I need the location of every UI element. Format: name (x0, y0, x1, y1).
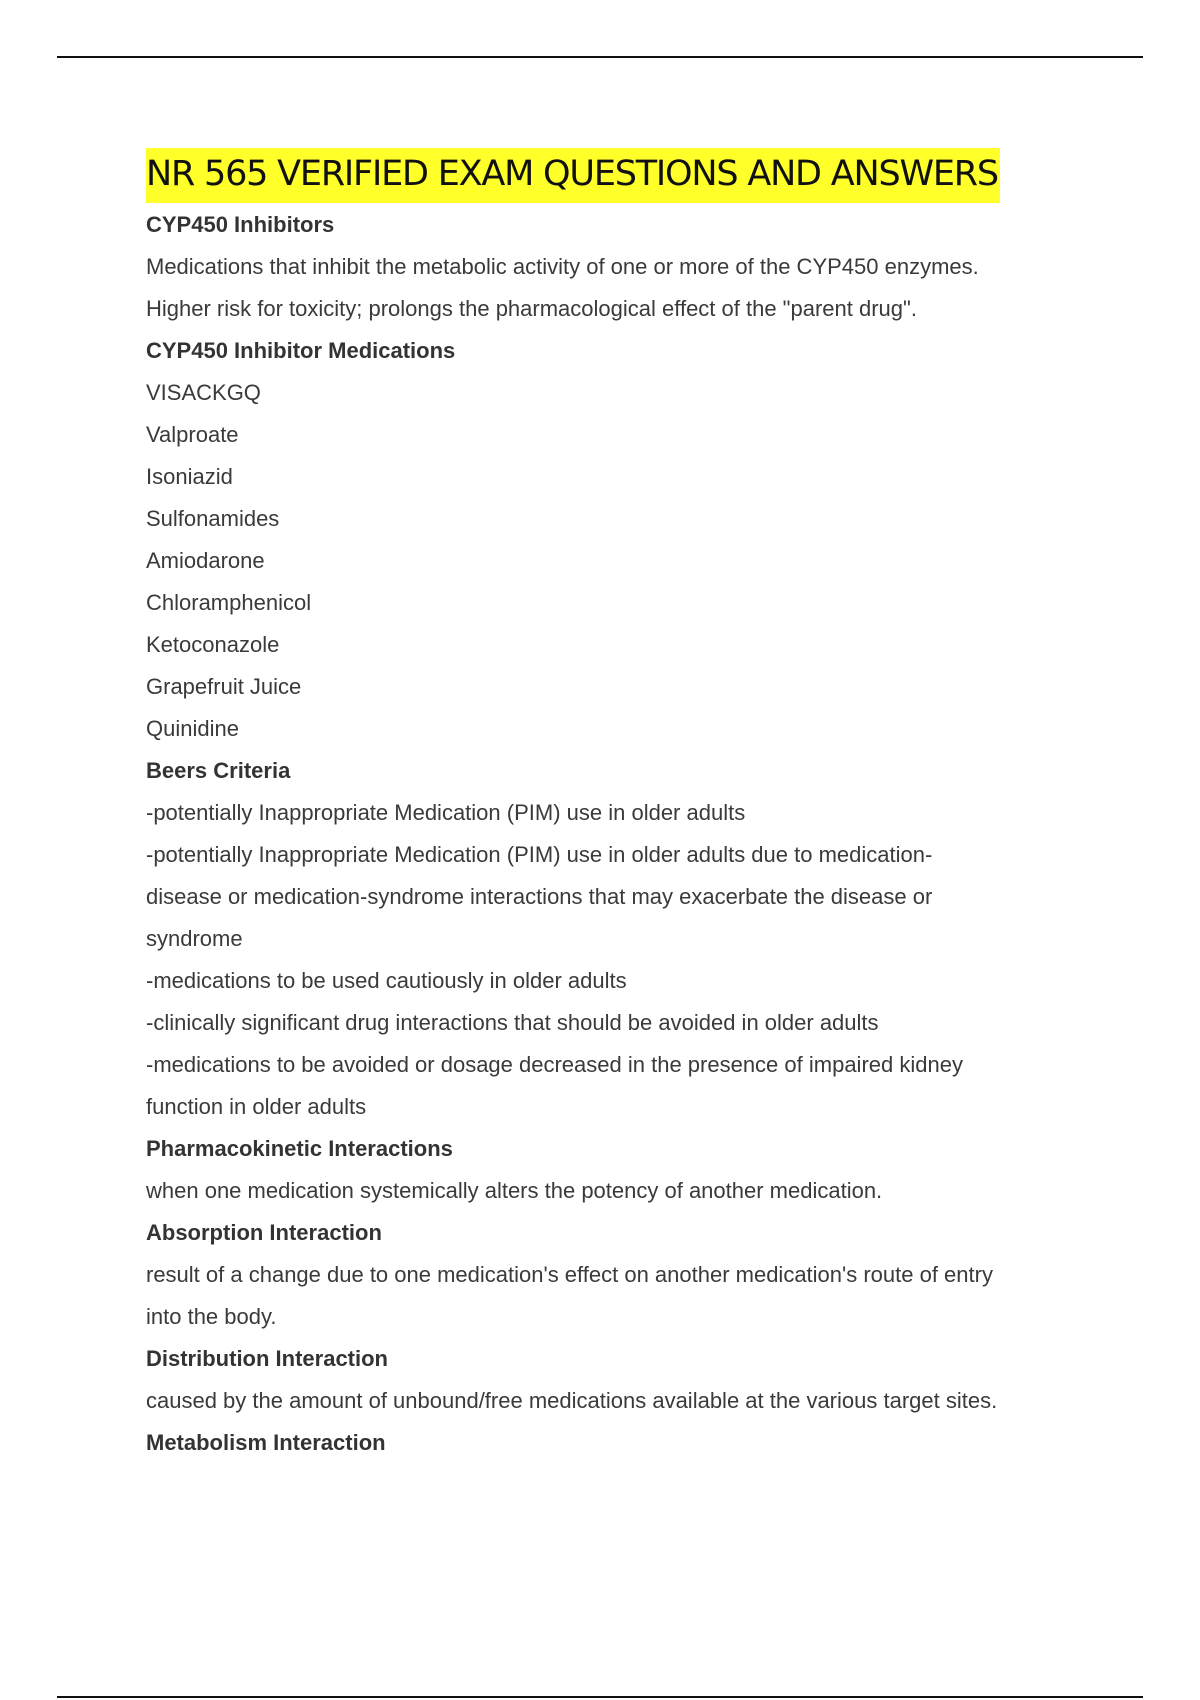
section (146, 1338, 1086, 1422)
section-line: Ketoconazole (146, 632, 280, 657)
section (146, 1212, 1086, 1338)
section-heading: CYP450 Inhibitor Medications (146, 338, 456, 363)
section-line: Isoniazid (146, 464, 233, 489)
section-line: -medications to be used cautiously in older adults (146, 968, 627, 993)
section-line: Amiodarone (146, 548, 265, 573)
section-heading: Beers Criteria (146, 758, 291, 783)
section (146, 750, 1086, 1128)
section-heading: Metabolism Interaction (146, 1430, 386, 1455)
document-body (146, 148, 1086, 1464)
section-line: -clinically significant drug interactions that should be avoided in older adults (146, 1010, 879, 1035)
section-line: caused by the amount of unbound/free medications available at the various target sites. (146, 1388, 998, 1413)
section-line: Quinidine (146, 716, 239, 741)
section-line: when one medication systemically alters the potency of another medication. (146, 1178, 883, 1203)
section-line: disease or medication-syndrome interactions that may exacerbate the disease or (146, 884, 933, 909)
section-line: -medications to be avoided or dosage decreased in the presence of impaired kidney (146, 1052, 963, 1077)
section (146, 1128, 1086, 1212)
section-heading: Pharmacokinetic Interactions (146, 1136, 453, 1161)
section-line: Higher risk for toxicity; prolongs the pharmacological effect of the "parent drug". (146, 296, 917, 321)
page-top-rule (57, 56, 1143, 58)
page-bottom-rule (57, 1696, 1143, 1698)
section-line: Sulfonamides (146, 506, 280, 531)
section-line: syndrome (146, 926, 243, 951)
document-title: NR 565 VERIFIED EXAM QUESTIONS AND ANSWERS (146, 148, 1000, 203)
section-line: function in older adults (146, 1094, 367, 1119)
section-heading: Distribution Interaction (146, 1346, 388, 1371)
section-line: result of a change due to one medication's effect on another medication's route of entry (146, 1262, 993, 1287)
section (146, 330, 1086, 750)
title-wrap (146, 148, 1086, 204)
section-line: Grapefruit Juice (146, 674, 302, 699)
section-line: Chloramphenicol (146, 590, 312, 615)
section (146, 1422, 1086, 1464)
sections (146, 204, 1086, 1464)
section-line: -potentially Inappropriate Medication (PIM) use in older adults due to medication- (146, 842, 933, 867)
section-line: VISACKGQ (146, 380, 261, 405)
section-heading: CYP450 Inhibitors (146, 212, 335, 237)
section-heading: Absorption Interaction (146, 1220, 382, 1245)
section-line: Valproate (146, 422, 239, 447)
section-line: -potentially Inappropriate Medication (PIM) use in older adults (146, 800, 746, 825)
section (146, 204, 1086, 330)
section-line: into the body. (146, 1304, 277, 1329)
section-line: Medications that inhibit the metabolic activity of one or more of the CYP450 enzymes. (146, 254, 979, 279)
